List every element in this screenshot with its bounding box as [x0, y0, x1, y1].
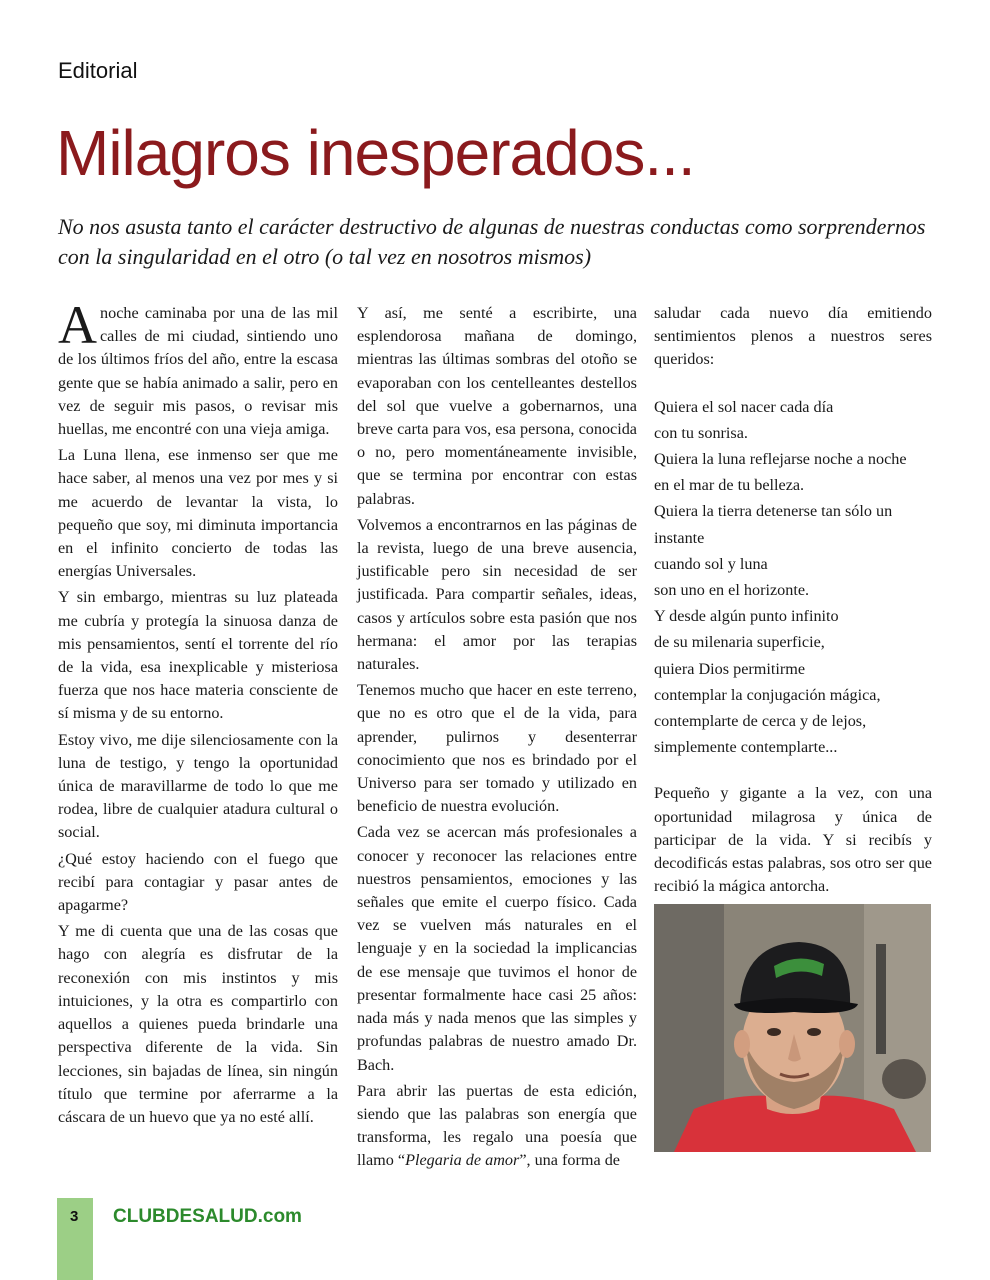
paragraph: Y así, me senté a escribirte, una esplendorosa mañana de domingo, mientras las últimas sombras del otoño se evaporaban con los centelleantes destellos del sol que vuelve a gobernarnos, una breve carta para vos, esa persona, conocida o no, pero momentáneamente invisible, que se termina por encontrar con estas palabras.: [357, 304, 637, 508]
section-label: Editorial: [58, 58, 138, 83]
poem-line: de su milenaria superficie,: [654, 633, 825, 652]
drop-cap: A: [58, 295, 97, 355]
poem-line: cuando sol y luna: [654, 554, 768, 573]
paragraph: [357, 1080, 637, 1173]
poem-line: contemplarte de cerca y de lejos,: [654, 712, 867, 731]
article-column-2: [357, 302, 637, 1176]
paragraph: Cada vez se acercan más profesionales a conocer y reconocer las relaciones entre nuestros pensamientos, emociones y las señales que emite el cuerpo físico. Cada vez se vuelven más naturales en el lenguaje y en la sociedad la implicancias de ese mensaje que tuvimos el honor de presentar formalmente hace casi 25 años: nada más y nada menos que las simples y profundas palabras de nuestro amado Dr. Bach.: [357, 823, 637, 1074]
poem-line: quiera Dios permitirme: [654, 659, 806, 678]
site-footer-link[interactable]: CLUBDESALUD.com: [113, 1206, 302, 1227]
poem-line: Quiera la tierra detenerse tan sólo un instante: [654, 502, 893, 547]
paragraph: Volvemos a encontrarnos en las páginas de la revista, luego de una breve ausencia, justificable pero sin necesidad de ser justificada. Para compartir señales, ideas, casos y artículos sobre esta pasión que nos hermana: el amor por las terapias naturales.: [357, 515, 637, 674]
poem-line: Quiera la luna reflejarse noche a noche: [654, 450, 907, 469]
poem-line: simplemente contemplarte...: [654, 738, 838, 757]
paragraph: saludar cada nuevo día emitiendo sentimientos plenos a nuestros seres queridos:: [654, 304, 932, 369]
article-lede: No nos asusta tanto el carácter destructivo de algunas de nuestras conductas como sorprendernos con la singularidad en el otro (o tal vez en nosotros mismos): [58, 214, 926, 269]
poem-line: con tu sonrisa.: [654, 423, 748, 442]
poem-line: Y desde algún punto infinito: [654, 607, 839, 626]
paragraph: ¿Qué estoy haciendo con el fuego que recibí para contagiar y pasar antes de apagarme?: [58, 849, 338, 915]
paragraph-text: Para abrir las puertas de esta edición, siendo que las palabras son energía que transforma, les regalo una poesía que llamo “: [357, 1081, 637, 1170]
poem-line: Quiera el sol nacer cada día: [654, 397, 834, 416]
paragraph: [58, 295, 338, 441]
paragraph-text: ”, una forma de: [519, 1151, 620, 1170]
page-number: 3: [70, 1208, 79, 1225]
article-title: Milagros inesperados...: [56, 117, 695, 189]
article-column-3: [654, 302, 932, 1152]
paragraph: Y me di cuenta que una de las cosas que hago con alegría es disfrutar de la reconexión con mis instintos y mis intuiciones, y la otra es compartirlo con aquellos a quienes pueda brindarle una perspectiva diferente de la vida. Sin lecciones, sin bajadas de línea, sin ningún título que termine por aferrarme a la cáscara de un huevo que ya no esté allí.: [58, 922, 338, 1126]
paragraph: Estoy vivo, me dije silenciosamente con la luna de testigo, y tengo la oportunidad única de maravillarme de todo lo que me rodea, libre de cualquier atadura cultural o social.: [58, 730, 338, 842]
paragraph: Y sin embargo, mientras su luz plateada me cubría y protegía la sinuosa danza de mis pensamientos, sentí el torrente del río de la vida, esa inexplicable y misteriosa fuerza que nos hace materia consciente de sí misma y de su entorno.: [58, 588, 338, 723]
paragraph: Pequeño y gigante a la vez, con una oportunidad milagrosa y única de participar de la vida. Y si recibís y decodificás estas palabras, sos otro ser que recibió la mágica antorcha.: [654, 784, 932, 896]
author-photo: [654, 904, 931, 1152]
article-column-1: [58, 295, 338, 1132]
poem-line: son uno en el horizonte.: [654, 581, 810, 600]
author-portrait-illustration: [654, 904, 931, 1152]
poem-title: Plegaria de amor: [405, 1151, 520, 1170]
poem: [654, 394, 932, 761]
paragraph-text: noche caminaba por una de las mil calles de mi ciudad, sintiendo uno de los últimos fríos del año, entre la escasa gente que se había animado a salir, pero en vez de seguir mis pasos, o revisar mis huellas, me encontré con una vieja amiga.: [58, 304, 338, 439]
paragraph: Tenemos mucho que hacer en este terreno, que no es otro que el de la vida, para aprender, pulirnos y desenterrar conocimiento que nos es brindado por el Universo para ser tomado y utilizado en beneficio de nuestra evolución.: [357, 681, 637, 816]
poem-line: contemplar la conjugación mágica,: [654, 685, 881, 704]
poem-line: en el mar de tu belleza.: [654, 476, 805, 495]
paragraph: La Luna llena, ese inmenso ser que me hace saber, al menos una vez por mes y si me acuerdo de levantar la vista, lo pequeño que soy, mi diminuta importancia en el infinito concierto de todas las energías Universales.: [58, 446, 338, 581]
